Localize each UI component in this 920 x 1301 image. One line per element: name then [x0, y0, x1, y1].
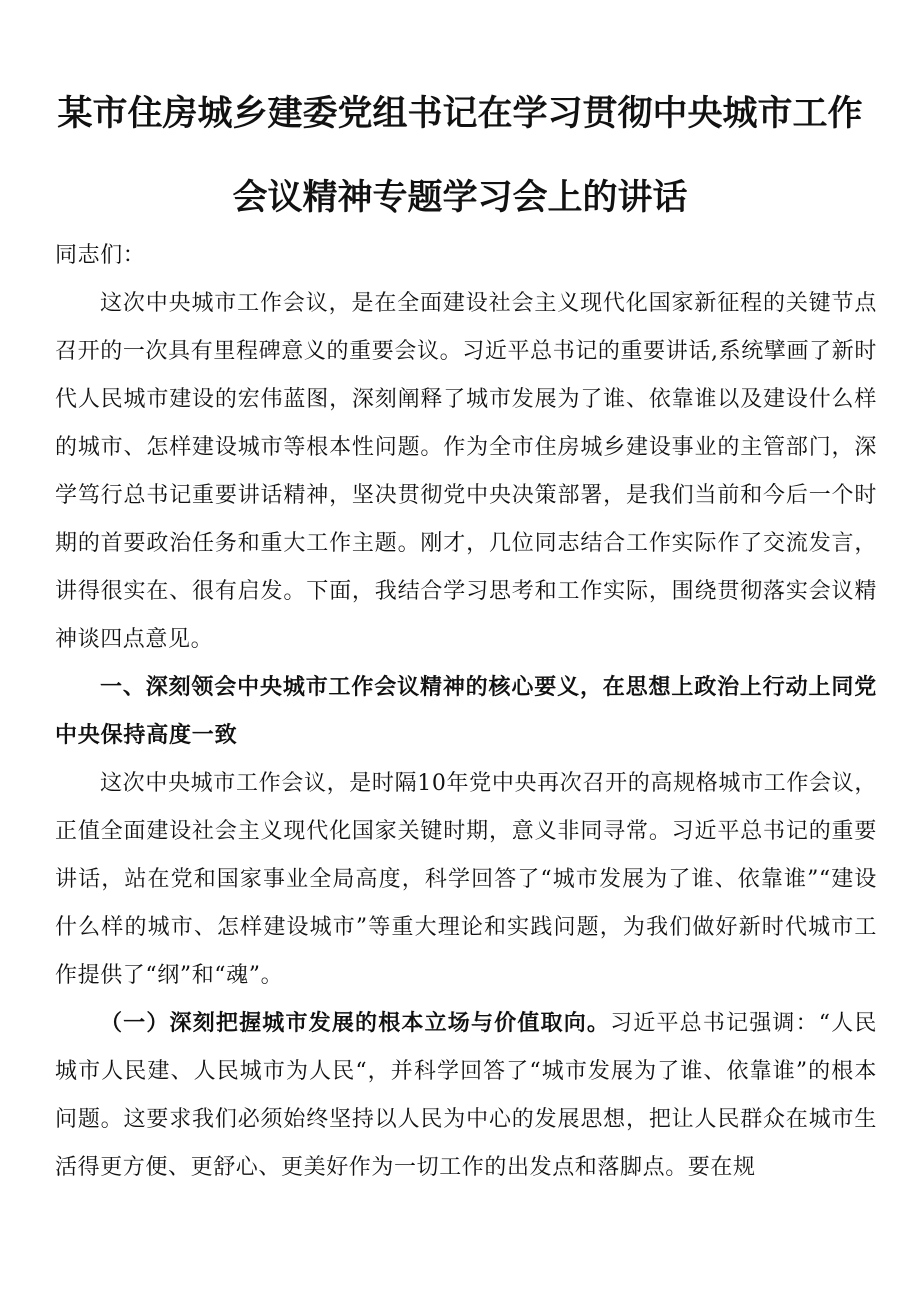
paragraph-subsection-1 — [55, 1000, 877, 1192]
paragraph-section-1: 这次中央城市工作会议，是时隔10年党中央再次召开的高规格城市工作会议，正值全面建设社会主义现代化国家关键时期，意义非同寻常。习近平总书记的重要讲话，站在党和国家事业全局高度，科学回答了“城市发展为了谁、依靠谁”“建设什么样的城市、怎样建设城市”等重大理论和实践问题，为我们做好新时代城市工作提供了“纲”和“魂”。 — [55, 771, 877, 988]
section-heading-1: 一、深刻领会中央城市工作会议精神的核心要义，在思想上政治上行动上同党中央保持高度一致 — [55, 675, 877, 748]
document-body — [55, 232, 877, 1192]
greeting: 同志们： — [55, 243, 146, 268]
document-title-line-2: 会议精神专题学习会上的讲话 — [232, 178, 688, 218]
subsection-1-text: 习近平总书记强调：“人民城市人民建、人民城市为人民“，并科学回答了“城市发展为了谁、依靠谁”的根本问题。这要求我们必须始终坚持以人民为中心的发展思想，把让人民群众在城市生活得更方便、更舒心、更美好作为一切工作的出发点和落脚点。要在规 — [55, 1011, 878, 1180]
paragraph-intro: 这次中央城市工作会议，是在全面建设社会主义现代化国家新征程的关键节点召开的一次具有里程碑意义的重要会议。习近平总书记的重要讲话,系统擘画了新时代人民城市建设的宏伟蓝图，深刻阐释了城市发展为了谁、依靠谁以及建设什么样的城市、怎样建设城市等根本性问题。作为全市住房城乡建设事业的主管部门，深学笃行总书记重要讲话精神，坚决贯彻党中央决策部署，是我们当前和今后一个时期的首要政治任务和重大工作主题。刚才，几位同志结合工作实际作了交流发言，讲得很实在、很有启发。下面，我结合学习思考和工作实际，围绕贯彻落实会议精神谈四点意见。 — [55, 291, 877, 652]
subsection-heading-1: （一）深刻把握城市发展的根本立场与价值取向。 — [100, 1011, 611, 1036]
document-title-line-1: 某市住房城乡建委党组书记在学习贯彻中央城市工作 — [57, 94, 863, 134]
